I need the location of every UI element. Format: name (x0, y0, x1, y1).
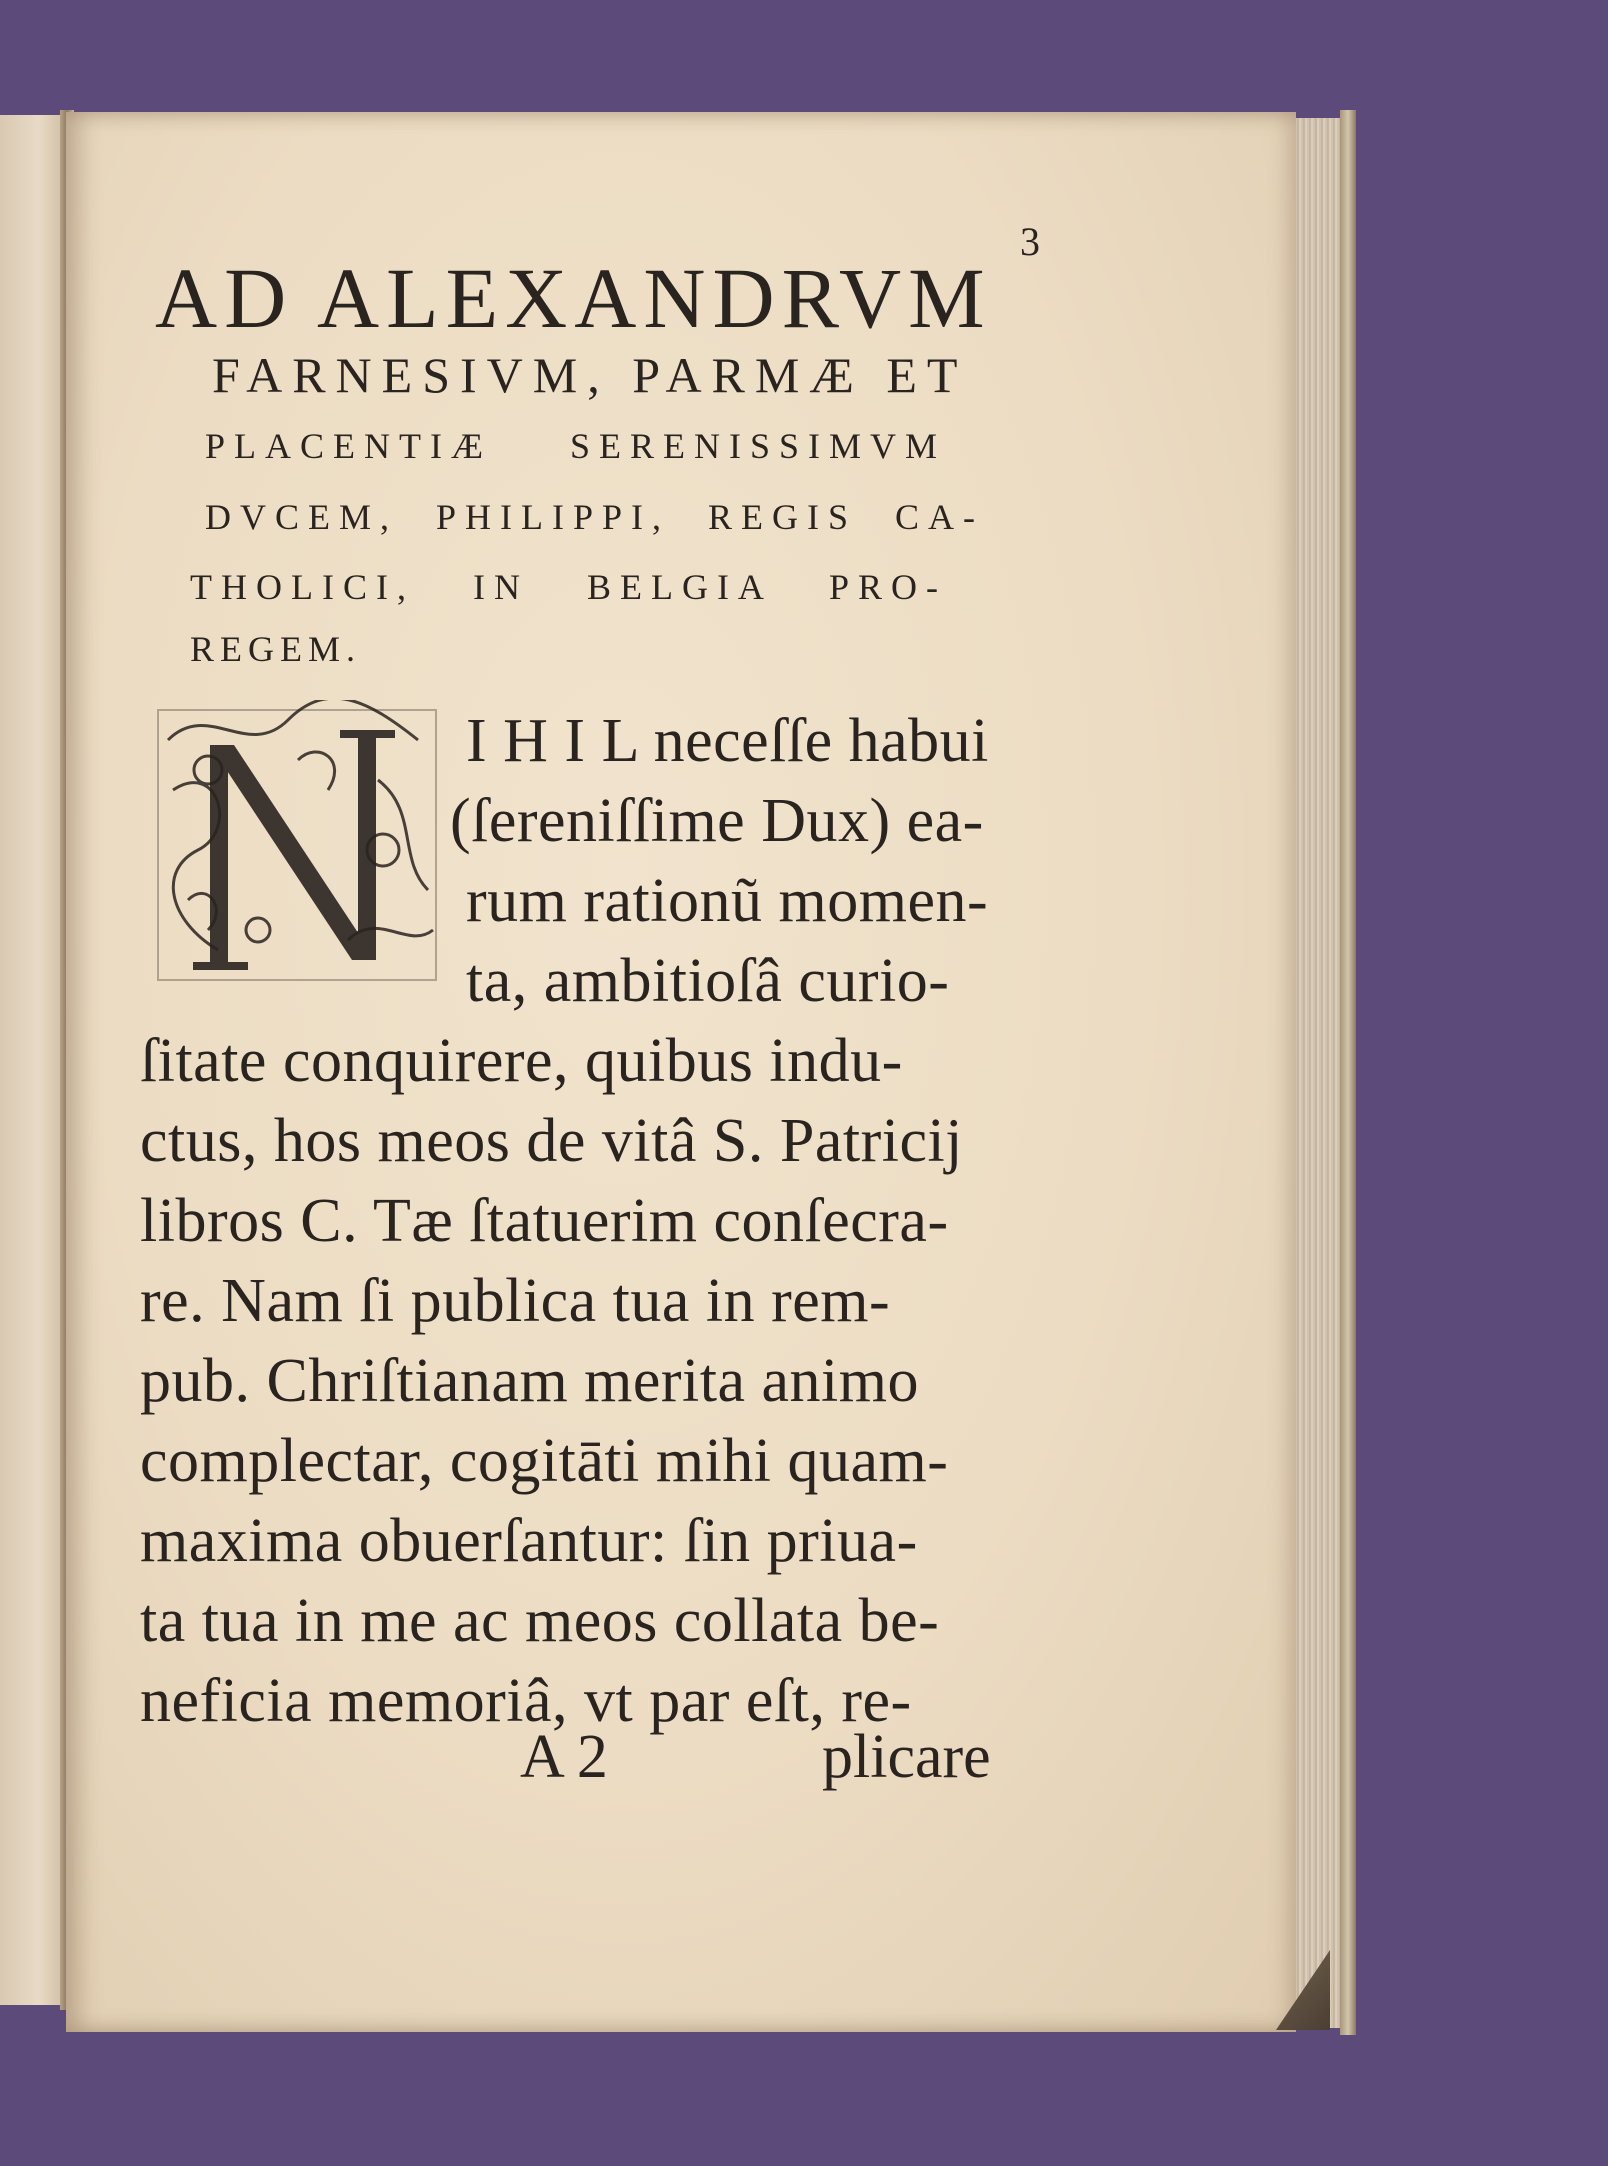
body-line-6: ctus, hos meos de vitâ S. Patricij (140, 1107, 963, 1175)
body-line-1-text: I H I L neceſſe habui (466, 707, 989, 775)
catchword: plicare (822, 1723, 991, 1791)
title-line-6: REGEM. (190, 629, 361, 669)
body-line-8: re. Nam ſi publica tua in rem- (140, 1267, 891, 1335)
cover-edge (1340, 110, 1356, 2035)
title-line-4: DVCEM, PHILIPPI, REGIS CA- (205, 497, 985, 537)
body-line-3: rum rationũ momen- (466, 867, 989, 935)
body-line-4: ta, ambitioſâ curio- (466, 947, 950, 1015)
body-line-9: pub. Chriſtianam merita animo (140, 1347, 919, 1415)
body-line-10: complectar, cogitāti mihi quam- (140, 1427, 949, 1495)
title-line-1: AD ALEXANDRVM (155, 250, 992, 346)
page-number: 3 (1020, 219, 1040, 264)
decorated-initial (148, 700, 446, 990)
title-line-2: FARNESIVM, PARMÆ ET (212, 347, 968, 403)
title-line-3: PLACENTIÆ SERENISSIMVM (205, 426, 947, 466)
signature-mark: A 2 (520, 1723, 608, 1791)
body-line-13: neficia memoriâ, vt par eſt, re- (140, 1667, 912, 1735)
title-line-5: THOLICI, IN BELGIA PRO- (190, 567, 947, 607)
body-line-7: libros C. Tæ ſtatuerim conſecra- (140, 1187, 949, 1255)
body-line-2: (ſereniſſime Dux) ea- (450, 787, 984, 855)
body-line-11: maxima obuerſantur: ſin priua- (140, 1507, 918, 1575)
body-line-1 (466, 706, 989, 777)
body-line-12: ta tua in me ac meos collata be- (140, 1587, 940, 1655)
woodcut-initial-graphic (148, 700, 446, 990)
body-line-5: ſitate conquirere, quibus indu- (140, 1027, 903, 1095)
